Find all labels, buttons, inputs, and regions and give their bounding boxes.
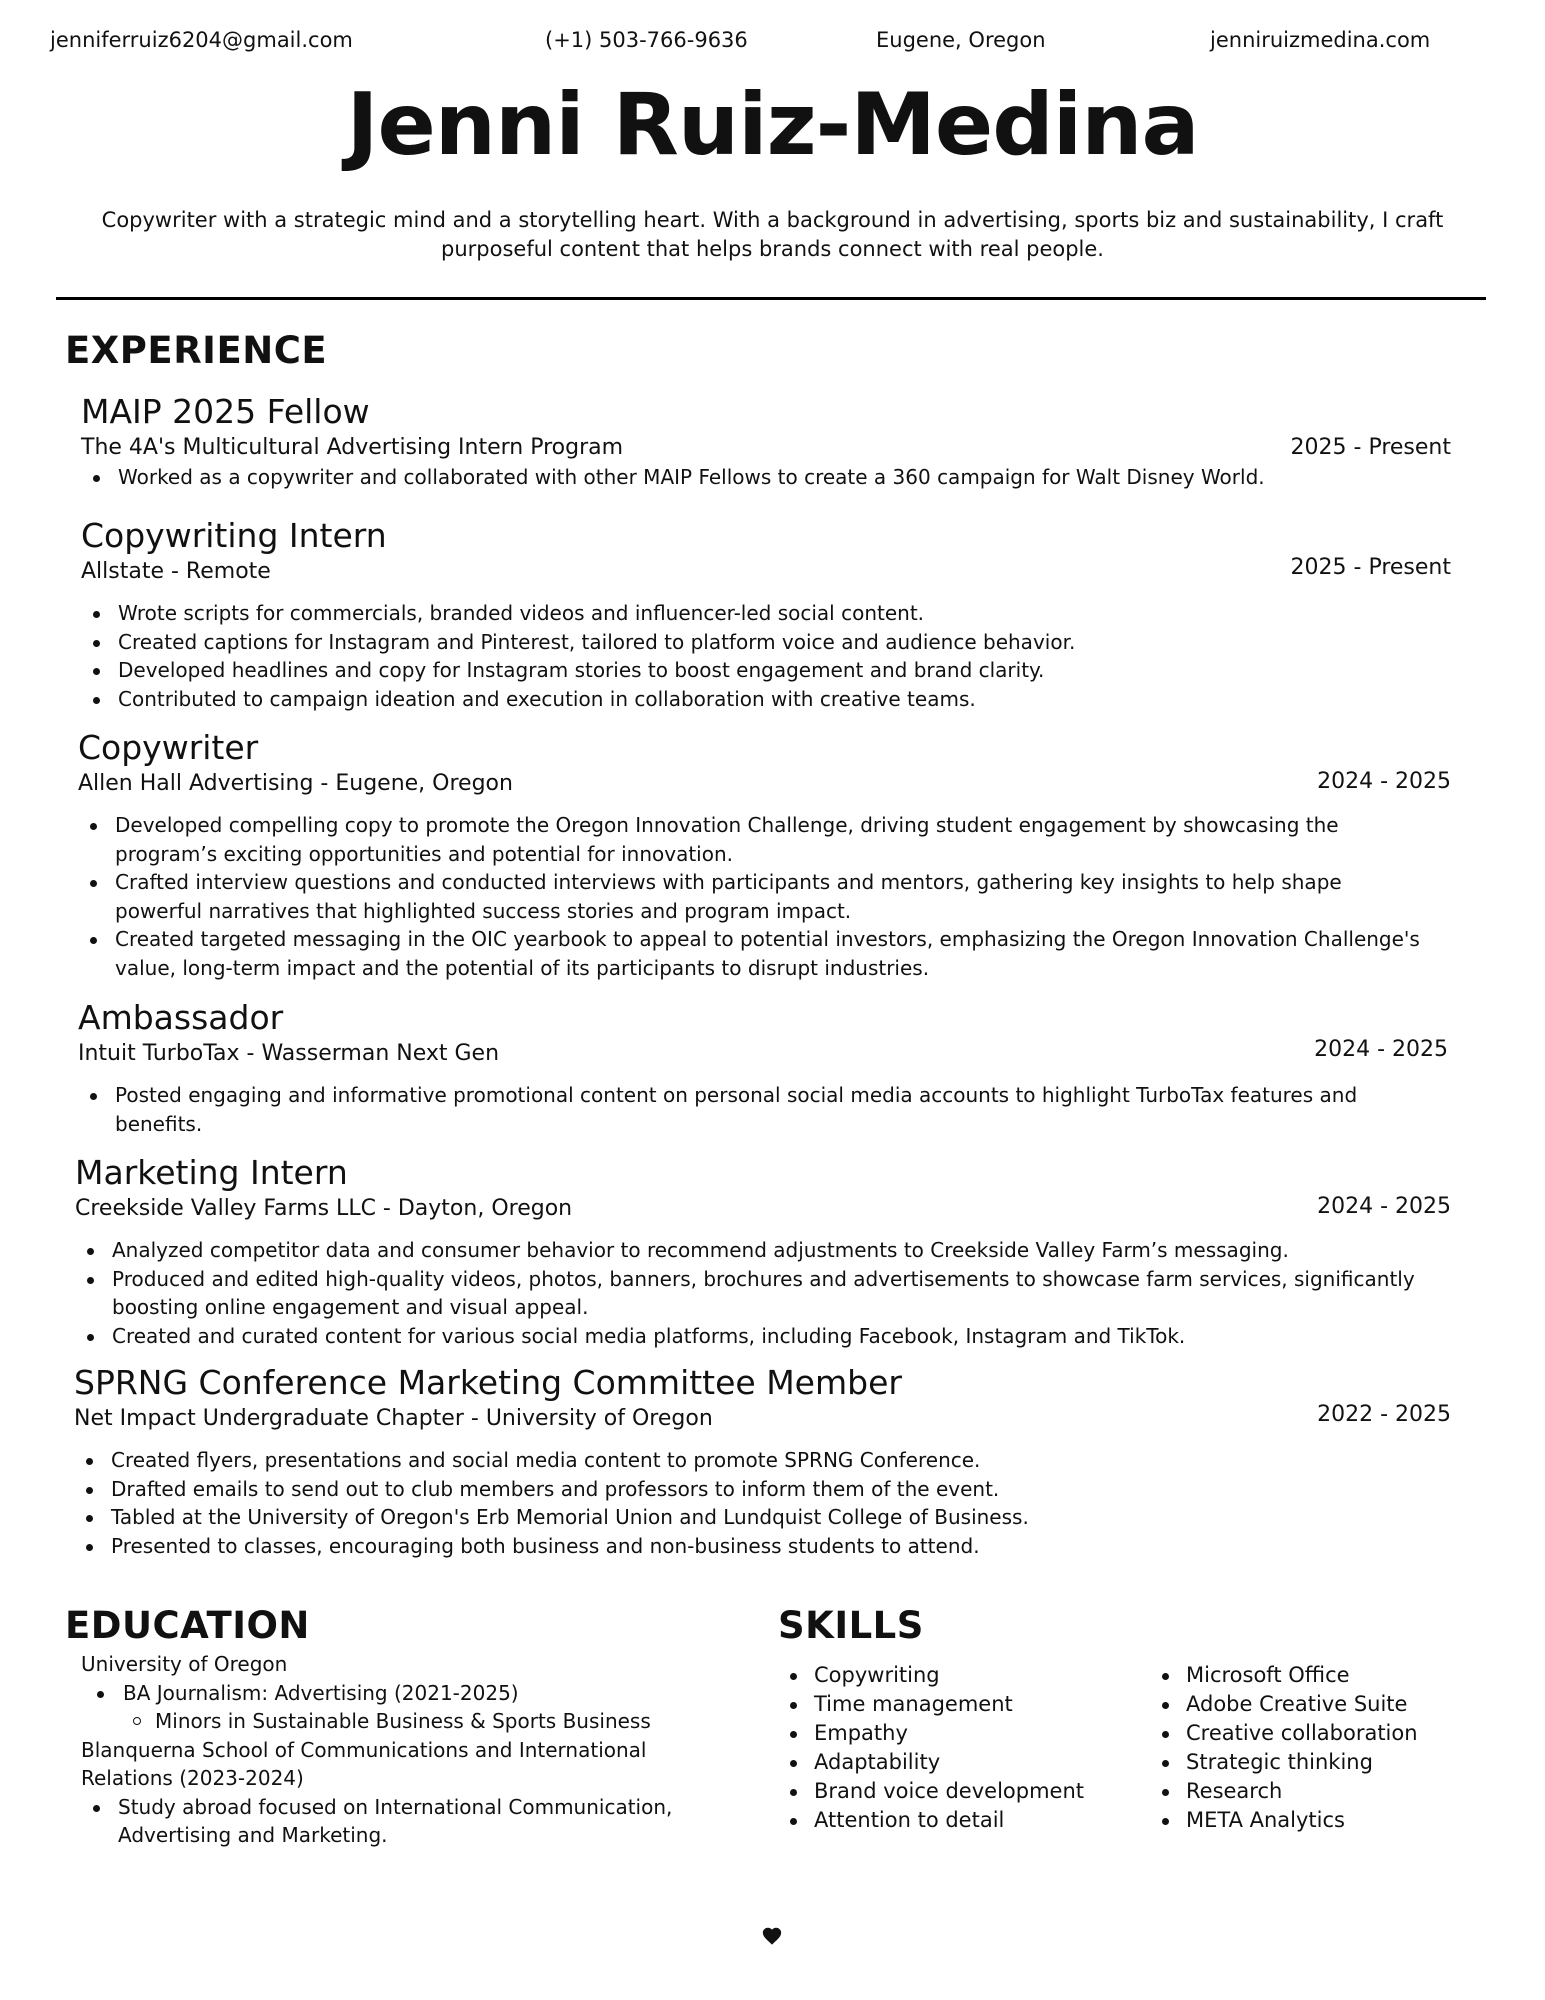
school-name-2: Blanquerna School of Communications and International — [81, 1737, 647, 1762]
list-item: Contributed to campaign ideation and execution in collaboration with creative teams. — [81, 685, 1451, 714]
job-title: Ambassador — [78, 998, 284, 1037]
job-title: Copywriting Intern — [81, 516, 387, 555]
divider — [56, 297, 1486, 300]
skill-item: Research — [1150, 1777, 1418, 1806]
list-item: Produced and edited high-quality videos, photos, banners, brochures and advertisements to showcase farm services, significantly boosting online engagement and visual appeal. — [75, 1265, 1421, 1322]
job-dates: 2024 - 2025 — [1314, 1037, 1448, 1062]
list-item: Analyzed competitor data and consumer behavior to recommend adjustments to Creekside Valley Farm’s messaging. — [75, 1236, 1421, 1265]
skill-item: Creative collaboration — [1150, 1719, 1418, 1748]
job-org: Net Impact Undergraduate Chapter - University of Oregon — [74, 1406, 713, 1431]
job-bullets — [81, 463, 1451, 492]
job-org: Allstate - Remote — [81, 559, 271, 584]
list-item: Developed headlines and copy for Instagram stories to boost engagement and brand clarity. — [81, 656, 1451, 685]
summary: Copywriter with a strategic mind and a storytelling heart. With a background in advertising, sports biz and sustainability, I craft purposeful content that helps brands connect with real people. — [101, 208, 1444, 261]
job-entry — [78, 729, 1451, 982]
skill-item: Attention to detail — [778, 1806, 1084, 1835]
job-bullets — [75, 1236, 1451, 1350]
skill-item: META Analytics — [1150, 1806, 1418, 1835]
job-title: Marketing Intern — [75, 1153, 348, 1192]
study-abroad: Study abroad focused on International Communication, Advertising and Marketing. — [81, 1793, 728, 1850]
job-org: Intuit TurboTax - Wasserman Next Gen — [78, 1041, 500, 1066]
skill-item: Adaptability — [778, 1748, 1084, 1777]
job-entry — [81, 517, 1451, 713]
education-block — [81, 1650, 731, 1850]
skill-item: Empathy — [778, 1719, 1084, 1748]
job-dates: 2025 - Present — [1290, 435, 1451, 460]
list-item: Created flyers, presentations and social media content to promote SPRNG Conference. — [74, 1446, 1451, 1475]
list-item: Crafted interview questions and conducted interviews with participants and mentors, gathering key insights to help shape powerful narratives that highlighted success stories and program impact. — [78, 868, 1431, 925]
job-title: Copywriter — [78, 728, 259, 767]
list-item: Posted engaging and informative promotional content on personal social media accounts to highlight TurboTax features and benefits. — [78, 1081, 1448, 1138]
job-title: SPRNG Conference Marketing Committee Member — [74, 1363, 902, 1402]
list-item: Created targeted messaging in the OIC yearbook to appeal to potential investors, emphasizing the Oregon Innovation Challenge's value, long-term impact and the potential of its participants to disrupt industries. — [78, 925, 1431, 982]
job-entry — [78, 999, 1448, 1138]
contact-location: Eugene, Oregon — [876, 28, 1046, 52]
skills-list-1 — [778, 1661, 1084, 1835]
job-org: Allen Hall Advertising - Eugene, Oregon — [78, 771, 513, 796]
job-dates: 2024 - 2025 — [1317, 769, 1451, 794]
experience-heading: EXPERIENCE — [65, 329, 328, 372]
job-bullets — [78, 1081, 1448, 1138]
skill-item: Copywriting — [778, 1661, 1084, 1690]
job-org: The 4A's Multicultural Advertising Intern Program — [81, 435, 624, 460]
list-item: Created and curated content for various social media platforms, including Facebook, Instagram and TikTok. — [75, 1322, 1421, 1351]
list-item: Worked as a copywriter and collaborated with other MAIP Fellows to create a 360 campaign for Walt Disney World. — [81, 463, 1451, 492]
skill-item: Strategic thinking — [1150, 1748, 1418, 1777]
job-dates: 2024 - 2025 — [1317, 1194, 1451, 1219]
degree: BA Journalism: Advertising (2021-2025) — [81, 1679, 731, 1708]
page-title: Jenni Ruiz-Medina — [346, 75, 1199, 175]
contact-email[interactable]: jenniferruiz6204@gmail.com — [50, 28, 353, 52]
skill-item: Adobe Creative Suite — [1150, 1690, 1418, 1719]
skill-item: Brand voice development — [778, 1777, 1084, 1806]
job-org: Creekside Valley Farms LLC - Dayton, Oregon — [75, 1196, 573, 1221]
skills-list-2 — [1150, 1661, 1418, 1835]
skill-item: Time management — [778, 1690, 1084, 1719]
list-item: Developed compelling copy to promote the Oregon Innovation Challenge, driving student engagement by showcasing the program’s exciting opportunities and potential for innovation. — [78, 811, 1431, 868]
contact-website[interactable]: jenniruizmedina.com — [1210, 28, 1431, 52]
list-item: Created captions for Instagram and Pinterest, tailored to platform voice and audience behavior. — [81, 628, 1451, 657]
list-item: Tabled at the University of Oregon's Erb Memorial Union and Lundquist College of Business. — [74, 1503, 1451, 1532]
skill-item: Microsoft Office — [1150, 1661, 1418, 1690]
list-item: Presented to classes, encouraging both business and non-business students to attend. — [74, 1532, 1451, 1561]
education-heading: EDUCATION — [65, 1604, 310, 1647]
job-entry — [75, 1154, 1451, 1350]
minors: Minors in Sustainable Business & Sports Business — [81, 1707, 731, 1736]
job-dates: 2022 - 2025 — [1317, 1402, 1451, 1427]
school-name: University of Oregon — [81, 1652, 288, 1676]
contact-phone: (+1) 503-766-9636 — [545, 28, 748, 52]
job-bullets — [78, 811, 1451, 982]
heart-icon — [761, 1925, 783, 1947]
job-dates: 2025 - Present — [1290, 555, 1451, 580]
job-bullets — [74, 1446, 1451, 1560]
job-entry — [74, 1364, 1451, 1560]
job-entry — [81, 393, 1451, 492]
list-item: Wrote scripts for commercials, branded videos and influencer-led social content. — [81, 599, 1451, 628]
list-item: Drafted emails to send out to club members and professors to inform them of the event. — [74, 1475, 1451, 1504]
skills-heading: SKILLS — [778, 1604, 924, 1647]
job-bullets — [81, 599, 1451, 713]
school-dates-2: Relations (2023-2024) — [81, 1766, 304, 1790]
job-title: MAIP 2025 Fellow — [81, 392, 370, 431]
